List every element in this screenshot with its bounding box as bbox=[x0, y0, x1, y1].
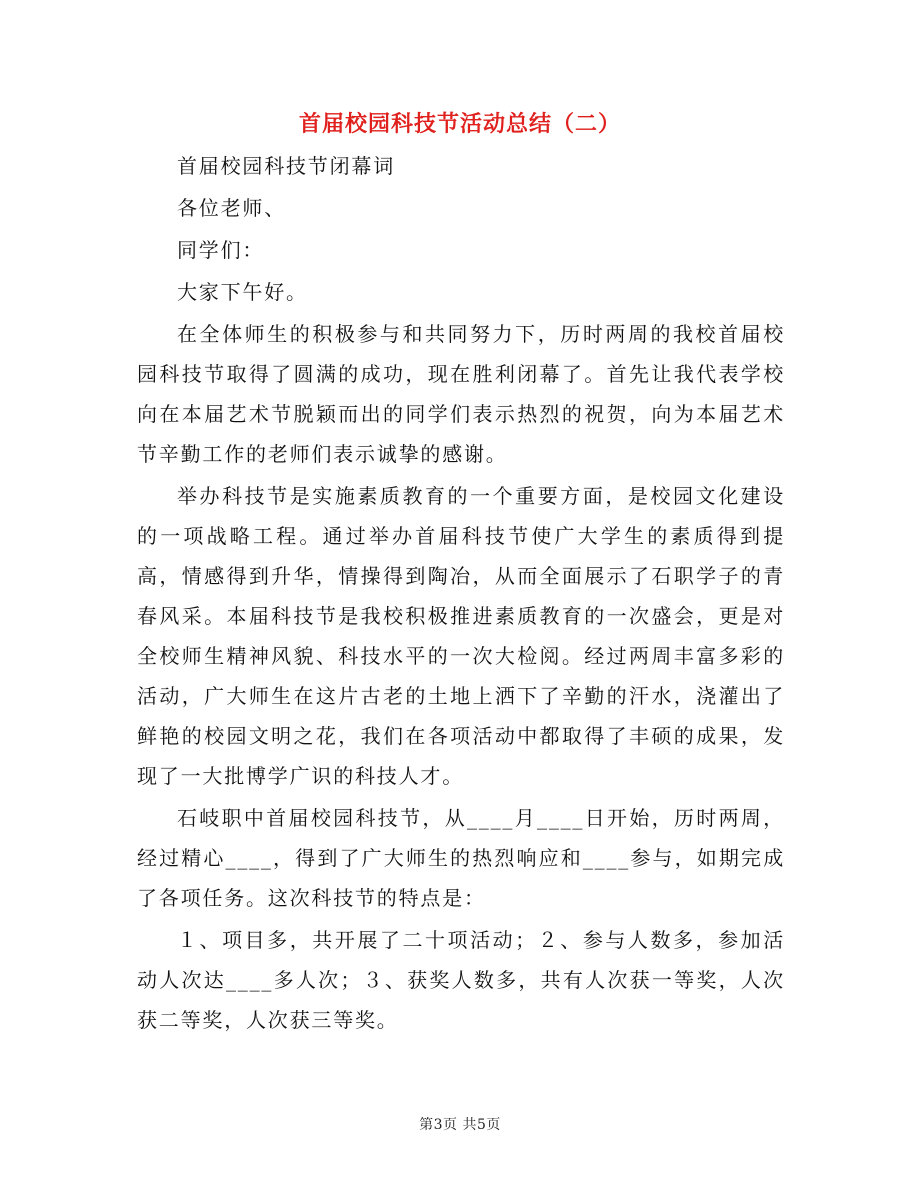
paragraph-significance: 举办科技节是实施素质教育的一个重要方面，是校园文化建设的一项战略工程。通过举办首届科技节使广大学生的素质得到提高，情感得到升华，情操得到陶冶，从而全面展示了石职学子的青春风采。本届科技节是我校积极推进素质教育的一次盛会，更是对全校师生精神风貌、科技水平的一次大检阅。经过两周丰富多彩的活动，广大师生在这片古老的土地上洒下了辛勤的汗水，浇灌出了鲜艳的校园文明之花，我们在各项活动中都取得了丰硕的成果，发现了一大批博学广识的科技人才。 bbox=[137, 484, 785, 788]
paragraph-salutation-teachers: 各位老师、 bbox=[177, 196, 286, 220]
paragraph-features: １、项目多，共开展了二十项活动；２、参与人数多，参加活动人次达____多人次；３、获奖人数多，共有人次获一等奖，人次获二等奖，人次获三等奖。 bbox=[137, 928, 785, 1032]
paragraph-greeting: 大家下午好。 bbox=[177, 280, 308, 304]
paragraph-overview: 石岐职中首届校园科技节，从____月____日开始，历时两周，经过精心____，得到了广大师生的热烈响应和____参与，如期完成了各项任务。这次科技节的特点是： bbox=[137, 806, 785, 910]
paragraph-opening: 在全体师生的积极参与和共同努力下，历时两周的我校首届校园科技节取得了圆满的成功，现在胜利闭幕了。首先让我代表学校向在本届艺术节脱颖而出的同学们表示热烈的祝贺，向为本届艺术节辛勤工作的老师们表示诚挚的感谢。 bbox=[137, 322, 785, 466]
paragraph-speech-title: 首届校园科技节闭幕词 bbox=[177, 154, 395, 178]
paragraph-salutation-students: 同学们： bbox=[177, 238, 265, 262]
document-title: 首届校园科技节活动总结（二） bbox=[298, 111, 621, 137]
document-body bbox=[137, 146, 785, 1042]
page-number: 第3页 共5页 bbox=[419, 1117, 501, 1133]
